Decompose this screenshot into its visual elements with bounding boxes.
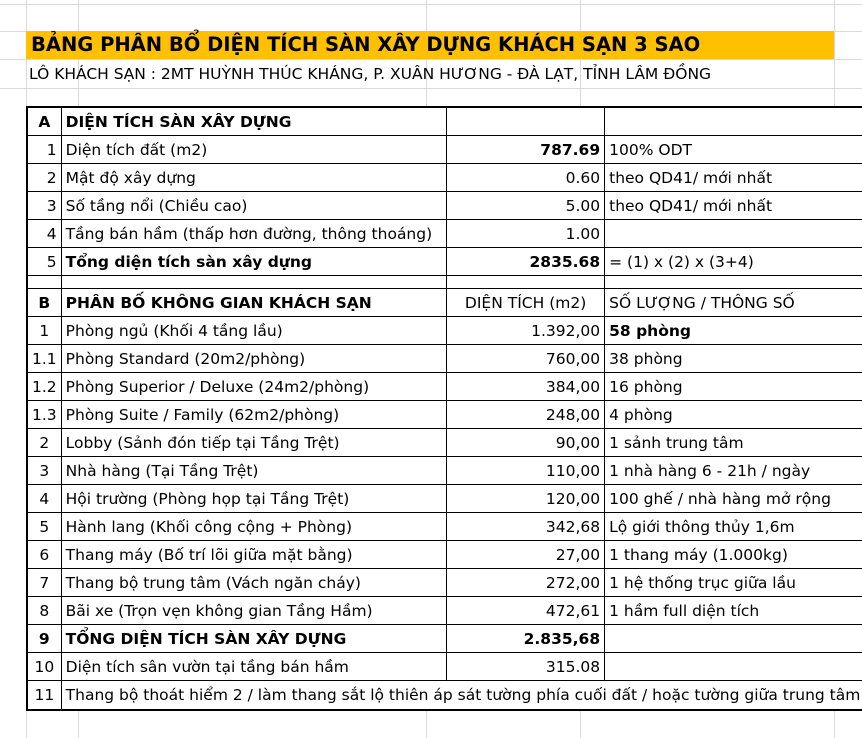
row-number[interactable]: 1 — [27, 317, 61, 345]
row-label[interactable]: Mật độ xây dựng — [61, 164, 446, 192]
row-quantity[interactable]: 1 hệ thống trục giữa lầu — [605, 569, 862, 597]
row-label[interactable]: Hành lang (Khối công cộng + Phòng) — [61, 513, 446, 541]
row-quantity[interactable]: Lộ giới thông thủy 1,6m — [605, 513, 862, 541]
row-label[interactable]: Diện tích sân vườn tại tầng bán hầm — [61, 653, 446, 681]
row-label[interactable]: Tổng diện tích sàn xây dựng — [61, 248, 446, 276]
page-title: BẢNG PHÂN BỔ DIỆN TÍCH SÀN XÂY DỰNG KHÁCH SẠN 3 SAO — [31, 33, 701, 56]
table-row — [27, 485, 862, 513]
row-label[interactable]: Nhà hàng (Tại Tầng Trệt) — [61, 457, 446, 485]
row-number[interactable]: 6 — [27, 541, 61, 569]
spacer-row — [27, 276, 862, 289]
table-cell[interactable] — [447, 276, 605, 289]
row-area[interactable]: 90,00 — [447, 429, 605, 457]
table-row — [27, 457, 862, 485]
row-label[interactable]: Số tầng nổi (Chiều cao) — [61, 192, 446, 220]
row-label[interactable]: Phòng Suite / Family (62m2/phòng) — [61, 401, 446, 429]
table-row — [27, 513, 862, 541]
row-number[interactable]: 2 — [27, 429, 61, 457]
row-area[interactable]: 384,00 — [447, 373, 605, 401]
row-label[interactable]: Thang bộ trung tâm (Vách ngăn cháy) — [61, 569, 446, 597]
row-number[interactable]: 1.1 — [27, 345, 61, 373]
row-label[interactable]: Phòng Standard (20m2/phòng) — [61, 345, 446, 373]
table-row — [27, 373, 862, 401]
row-number[interactable]: 7 — [27, 569, 61, 597]
table-row — [27, 220, 862, 248]
section-a-header-row — [27, 107, 862, 136]
gridline — [0, 59, 862, 60]
row-value[interactable]: 2835.68 — [447, 248, 605, 276]
column-header-quantity[interactable]: SỐ LƯỢNG / THÔNG SỐ — [605, 289, 862, 317]
row-number[interactable]: 4 — [27, 485, 61, 513]
allocation-table — [26, 106, 862, 711]
table-row — [27, 569, 862, 597]
row-label[interactable]: Hội trường (Phòng họp tại Tầng Trệt) — [61, 485, 446, 513]
row-label[interactable]: Phòng ngủ (Khối 4 tầng lầu) — [61, 317, 446, 345]
row-area[interactable]: 760,00 — [447, 345, 605, 373]
row-area[interactable]: 342,68 — [447, 513, 605, 541]
row-quantity[interactable]: 38 phòng — [605, 345, 862, 373]
row-label[interactable]: Diện tích đất (m2) — [61, 136, 446, 164]
row-note[interactable]: theo QD41/ mới nhất — [605, 164, 862, 192]
table-row — [27, 429, 862, 457]
section-code[interactable]: B — [27, 289, 61, 317]
row-quantity[interactable]: 1 hầm full diện tích — [605, 597, 862, 625]
row-value[interactable]: 1.00 — [447, 220, 605, 248]
row-quantity[interactable]: 4 phòng — [605, 401, 862, 429]
row-number[interactable]: 1 — [27, 136, 61, 164]
row-number[interactable]: 11 — [27, 681, 61, 711]
row-number[interactable]: 8 — [27, 597, 61, 625]
table-row — [27, 248, 862, 276]
row-area[interactable]: 27,00 — [447, 541, 605, 569]
row-area[interactable]: 1.392,00 — [447, 317, 605, 345]
table-cell[interactable] — [605, 107, 862, 136]
total-row — [27, 625, 862, 653]
table-row — [27, 317, 862, 345]
table-row — [27, 541, 862, 569]
column-header-area[interactable]: DIỆN TÍCH (m2) — [447, 289, 605, 317]
row-number[interactable]: 9 — [27, 625, 61, 653]
table-row — [27, 345, 862, 373]
row-number[interactable]: 10 — [27, 653, 61, 681]
section-b-header-row — [27, 289, 862, 317]
section-heading[interactable]: DIỆN TÍCH SÀN XÂY DỰNG — [61, 107, 446, 136]
total-area[interactable]: 2.835,68 — [447, 625, 605, 653]
row-quantity[interactable]: 1 sảnh trung tâm — [605, 429, 862, 457]
row-label[interactable]: Bãi xe (Trọn vẹn không gian Tầng Hầm) — [61, 597, 446, 625]
table-cell[interactable] — [27, 276, 61, 289]
table-cell[interactable] — [61, 276, 446, 289]
table-row — [27, 192, 862, 220]
table-cell[interactable] — [605, 625, 862, 653]
row-value[interactable]: 787.69 — [447, 136, 605, 164]
row-quantity[interactable]: 58 phòng — [605, 317, 862, 345]
table-cell[interactable] — [605, 276, 862, 289]
row-number[interactable]: 1.3 — [27, 401, 61, 429]
note-row — [27, 681, 862, 711]
row-value[interactable]: 5.00 — [447, 192, 605, 220]
row-label[interactable]: Tầng bán hầm (thấp hơn đường, thông thoáng) — [61, 220, 446, 248]
table-row — [27, 136, 862, 164]
row-note[interactable] — [605, 220, 862, 248]
row-area[interactable]: 120,00 — [447, 485, 605, 513]
row-area[interactable]: 472,61 — [447, 597, 605, 625]
section-heading[interactable]: PHÂN BỐ KHÔNG GIAN KHÁCH SẠN — [61, 289, 446, 317]
table-row — [27, 401, 862, 429]
row-number[interactable]: 1.2 — [27, 373, 61, 401]
row-value[interactable]: 0.60 — [447, 164, 605, 192]
row-note[interactable]: 100% ODT — [605, 136, 862, 164]
row-note[interactable]: theo QD41/ mới nhất — [605, 192, 862, 220]
row-quantity[interactable]: 16 phòng — [605, 373, 862, 401]
row-number[interactable]: 5 — [27, 513, 61, 541]
row-quantity[interactable]: 1 thang máy (1.000kg) — [605, 541, 862, 569]
row-number[interactable]: 3 — [27, 192, 61, 220]
garden-row — [27, 653, 862, 681]
row-number[interactable]: 5 — [27, 248, 61, 276]
row-number[interactable]: 3 — [27, 457, 61, 485]
row-area[interactable]: 248,00 — [447, 401, 605, 429]
row-label[interactable]: Phòng Superior / Deluxe (24m2/phòng) — [61, 373, 446, 401]
row-quantity[interactable]: 1 nhà hàng 6 - 21h / ngày — [605, 457, 862, 485]
table-row — [27, 164, 862, 192]
gridline — [0, 88, 862, 89]
section-code[interactable]: A — [27, 107, 61, 136]
row-area[interactable]: 315.08 — [447, 653, 605, 681]
row-area[interactable]: 272,00 — [447, 569, 605, 597]
table-cell[interactable] — [447, 107, 605, 136]
row-number[interactable]: 4 — [27, 220, 61, 248]
row-quantity[interactable]: 100 ghế / nhà hàng mở rộng — [605, 485, 862, 513]
table-row — [27, 597, 862, 625]
row-label[interactable]: Lobby (Sảnh đón tiếp tại Tầng Trệt) — [61, 429, 446, 457]
row-label[interactable]: Thang máy (Bố trí lõi giữa mặt bằng) — [61, 541, 446, 569]
row-note[interactable]: = (1) x (2) x (3+4) — [605, 248, 862, 276]
row-number[interactable]: 2 — [27, 164, 61, 192]
table-cell[interactable] — [605, 653, 862, 681]
row-area[interactable]: 110,00 — [447, 457, 605, 485]
note-text[interactable]: Thang bộ thoát hiểm 2 / làm thang sắt lộ thiên áp sát tường phía cuối đất / hoặc tường giữa trung tâm — [61, 681, 862, 711]
gridline — [0, 4, 862, 5]
total-label[interactable]: TỔNG DIỆN TÍCH SÀN XÂY DỰNG — [61, 625, 446, 653]
page-subtitle: LÔ KHÁCH SẠN : 2MT HUỲNH THÚC KHÁNG, P. XUÂN HƯƠNG - ĐÀ LẠT, TỈNH LÂM ĐỒNG — [29, 65, 712, 83]
